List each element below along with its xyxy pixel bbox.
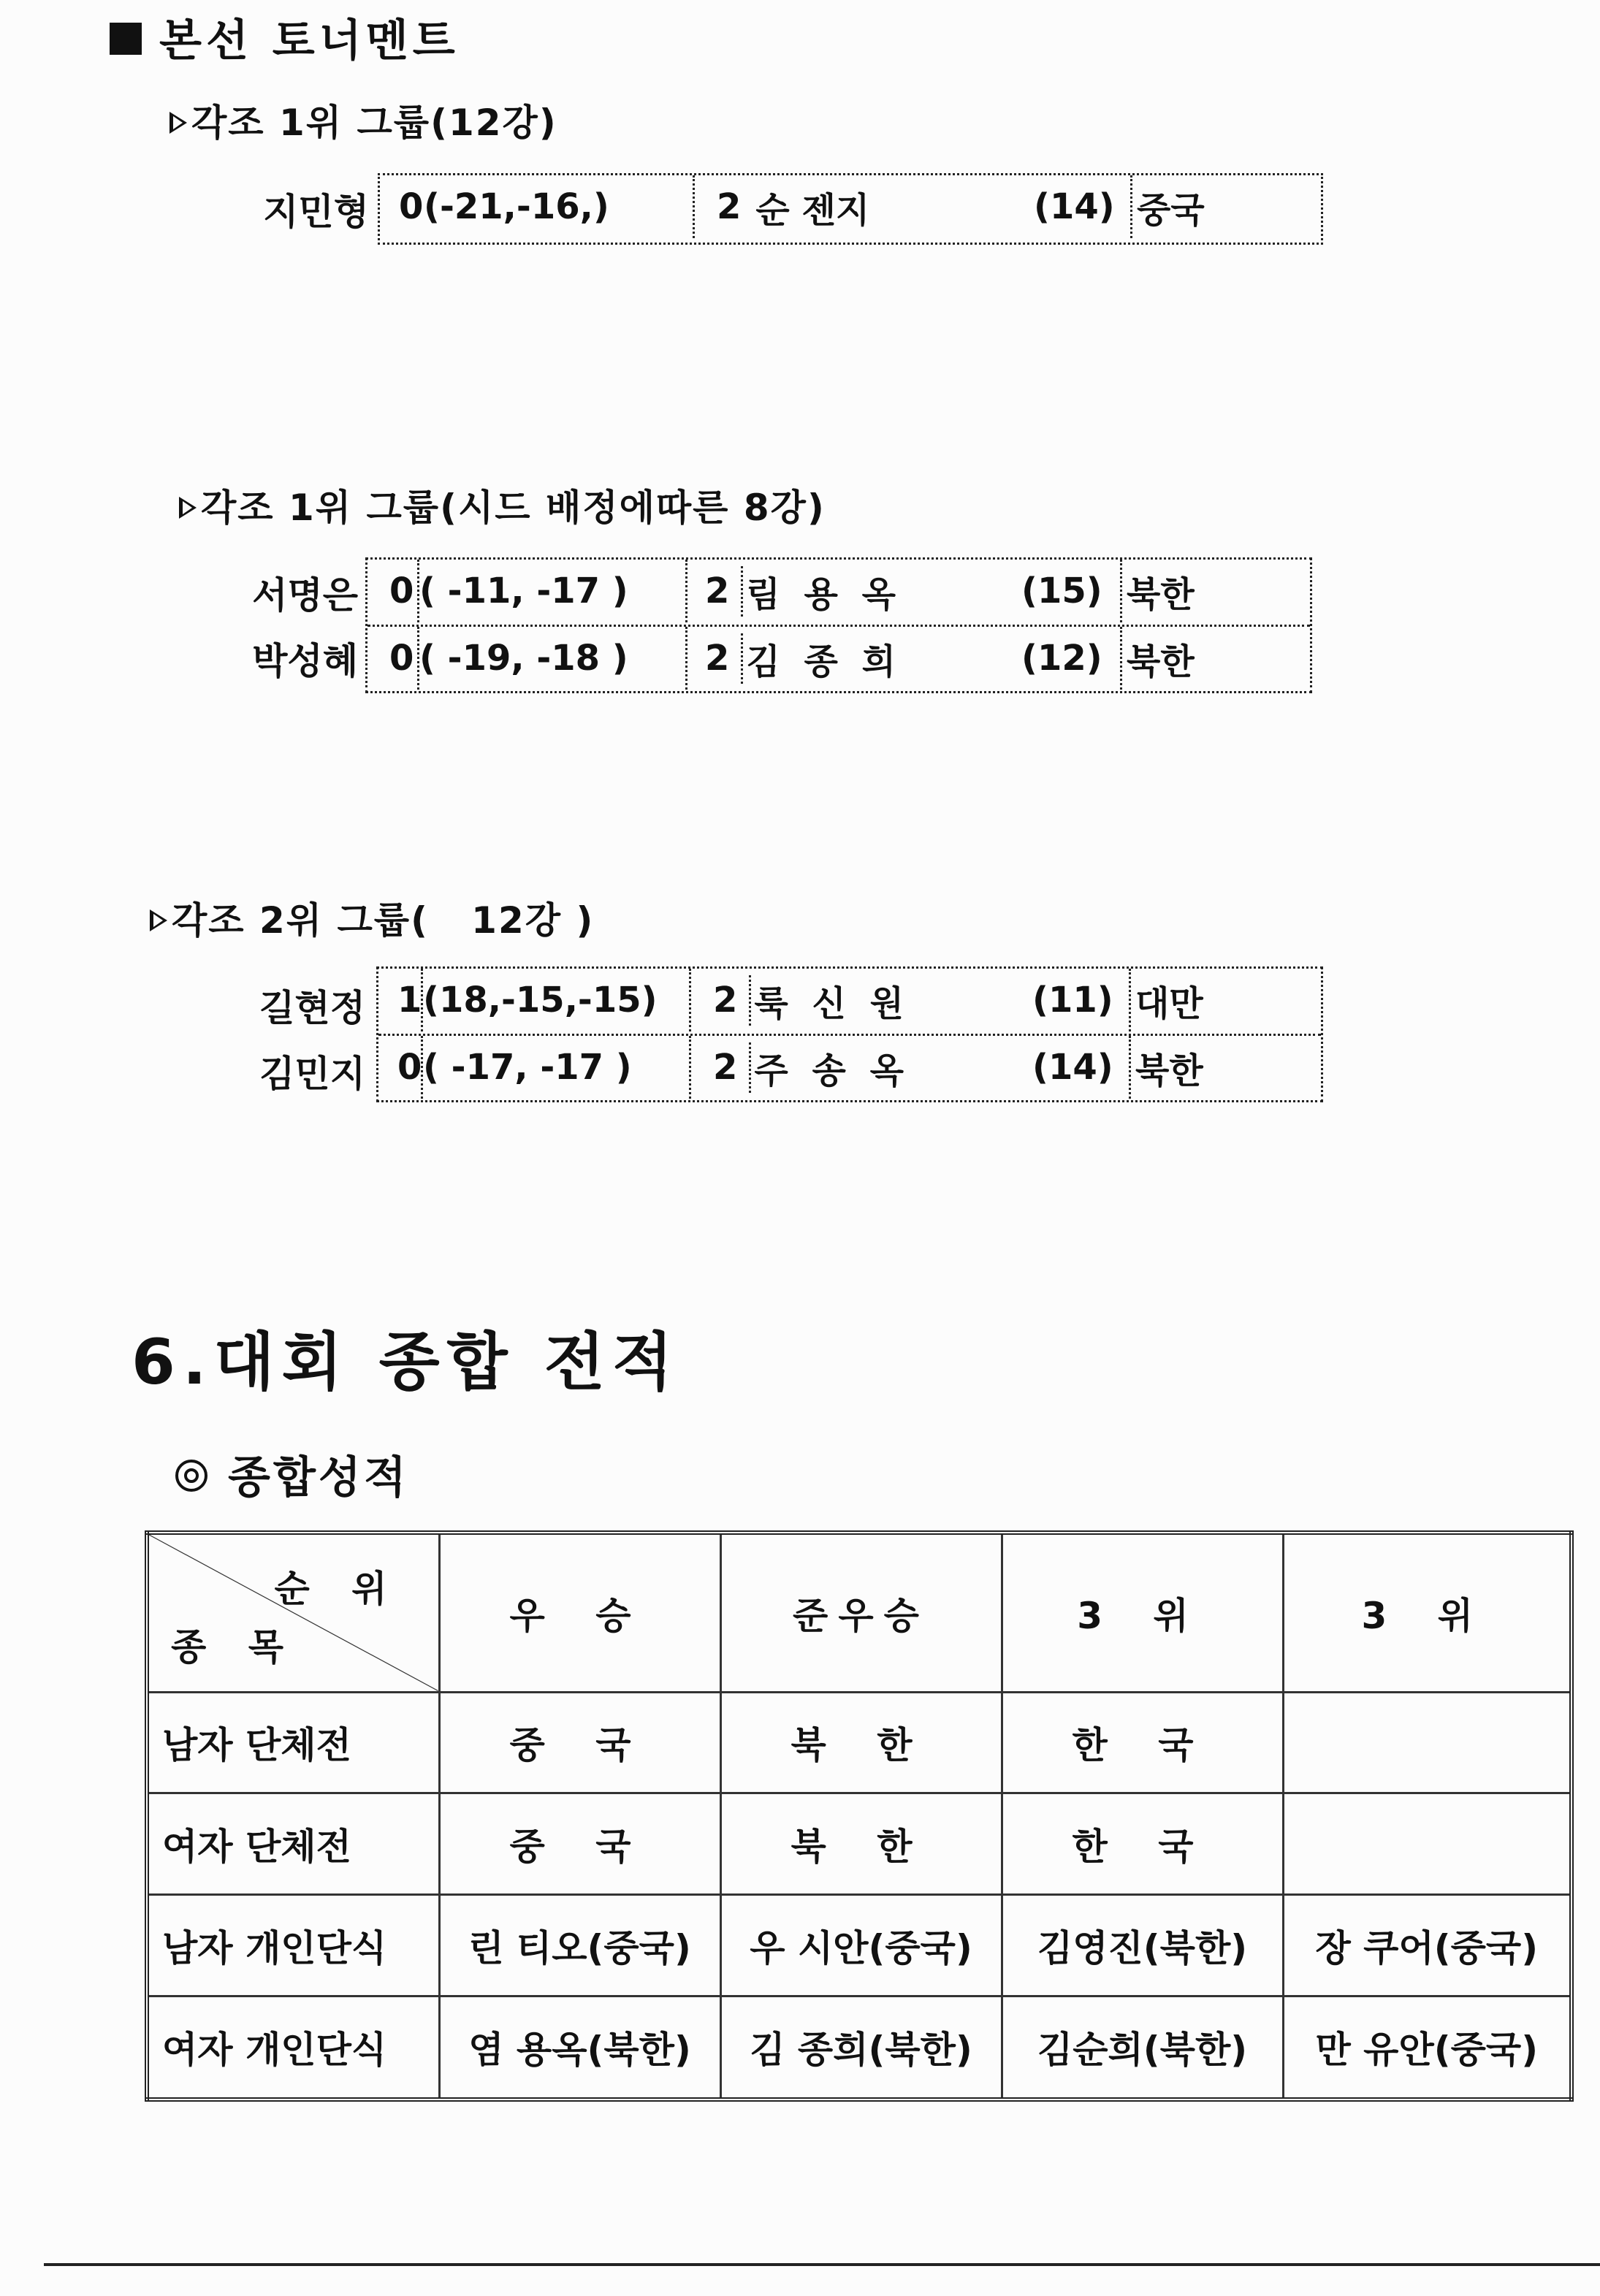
header-third-alt: 3 위 xyxy=(1283,1533,1572,1692)
results-row xyxy=(147,1793,1572,1895)
player-score: 0 xyxy=(399,186,424,227)
corner-event-label: 종 목 xyxy=(171,1625,299,1668)
corner-rank-label: 순 위 xyxy=(274,1568,402,1610)
match-row xyxy=(380,175,1321,238)
result-cell: 북 한 xyxy=(720,1793,1002,1895)
set-scores: ( -19, -18 ) xyxy=(417,627,680,690)
event-label: 남자 개인단식 xyxy=(147,1895,439,1996)
double-circle-icon xyxy=(175,1460,207,1492)
opponent-rank: (15) xyxy=(1021,571,1102,611)
opponent-country: 북한 xyxy=(1129,1036,1319,1099)
match-table-group3 xyxy=(376,966,1323,1102)
heading-text: 본선 토너멘트 xyxy=(159,15,460,66)
opponent-name: 김 종 희 xyxy=(741,633,902,684)
group1-title-text: 각조 1위 그룹(12강) xyxy=(191,102,557,144)
match-row xyxy=(367,560,1310,622)
section-title: 6.대회 종합 전적 xyxy=(132,1326,680,1399)
triangle-bullet-icon xyxy=(179,497,197,519)
opponent-name: 룩 신 원 xyxy=(749,975,910,1026)
opponent-name: 순 젠지 xyxy=(755,189,870,231)
player-score: 0 xyxy=(397,1047,422,1088)
opponent-country: 북한 xyxy=(1120,627,1308,690)
result-cell xyxy=(1283,1793,1572,1895)
opponent-rank: (12) xyxy=(1021,638,1102,679)
opponent-score: 2 xyxy=(705,571,730,611)
result-cell: 김영진(북한) xyxy=(1002,1895,1283,1996)
event-label: 여자 단체전 xyxy=(147,1793,439,1895)
result-cell: 우 시안(중국) xyxy=(720,1895,1002,1996)
square-bullet-icon xyxy=(110,23,142,55)
set-scores: (18,-15,-15) xyxy=(421,969,698,1031)
result-cell: 김순희(북한) xyxy=(1002,1996,1283,2099)
group3-title xyxy=(150,891,594,944)
corner-cell xyxy=(147,1533,439,1692)
player-score: 0 xyxy=(389,571,414,611)
player-name: 김민지 xyxy=(259,1053,365,1095)
triangle-bullet-icon xyxy=(169,112,187,134)
result-cell: 중 국 xyxy=(439,1692,720,1793)
group2-title xyxy=(179,478,826,531)
set-scores: ( -11, -17 ) xyxy=(417,560,680,622)
results-row xyxy=(147,1895,1572,1996)
header-first: 우 승 xyxy=(439,1533,720,1692)
player-score: 1 xyxy=(397,980,422,1021)
result-cell: 한 국 xyxy=(1002,1793,1283,1895)
match-row xyxy=(367,625,1310,690)
match-table-group2 xyxy=(365,557,1312,693)
group2-title-text: 각조 1위 그룹(시드 배정에따른 8강) xyxy=(201,487,826,529)
opponent-rank: (11) xyxy=(1032,980,1113,1021)
summary-title xyxy=(175,1443,409,1506)
opponent-country: 북한 xyxy=(1120,560,1308,622)
player-name: 서명은 xyxy=(252,574,358,617)
results-header-row xyxy=(147,1533,1572,1692)
opponent-score: 2 xyxy=(705,638,730,679)
summary-title-text: 종합성적 xyxy=(228,1452,409,1503)
result-cell: 장 쿠어(중국) xyxy=(1283,1895,1572,1996)
opponent-rank: (14) xyxy=(1034,186,1115,227)
opponent-score: 2 xyxy=(713,1047,738,1088)
player-name: 박성혜 xyxy=(252,640,358,682)
group1-title xyxy=(169,94,557,146)
opponent-score: 2 xyxy=(713,980,738,1021)
header-second: 준우승 xyxy=(720,1533,1002,1692)
player-name: 지민형 xyxy=(263,191,369,233)
results-table xyxy=(145,1530,1574,2102)
player-name: 길현정 xyxy=(259,987,365,1029)
results-row xyxy=(147,1692,1572,1793)
results-row xyxy=(147,1996,1572,2099)
result-cell: 한 국 xyxy=(1002,1692,1283,1793)
result-cell: 린 티오(중국) xyxy=(439,1895,720,1996)
event-label: 여자 개인단식 xyxy=(147,1996,439,2099)
page-bottom-rule xyxy=(44,2263,1600,2266)
match-row xyxy=(378,1034,1321,1099)
set-scores: (-21,-16,) xyxy=(424,186,609,227)
result-cell: 만 유안(중국) xyxy=(1283,1996,1572,2099)
section-heading xyxy=(110,6,460,69)
triangle-bullet-icon xyxy=(150,909,167,931)
result-cell: 북 한 xyxy=(720,1692,1002,1793)
result-cell: 김 종희(북한) xyxy=(720,1996,1002,2099)
opponent-country: 중국 xyxy=(1130,175,1319,238)
opponent-rank: (14) xyxy=(1032,1047,1113,1088)
opponent-country: 대만 xyxy=(1129,969,1319,1031)
result-cell: 중 국 xyxy=(439,1793,720,1895)
group3-title-text: 각조 2위 그룹( 12강 ) xyxy=(172,899,595,942)
opponent-name: 림 용 옥 xyxy=(741,566,902,617)
event-label: 남자 단체전 xyxy=(147,1692,439,1793)
set-scores: ( -17, -17 ) xyxy=(421,1036,698,1099)
match-table-group1 xyxy=(378,173,1323,245)
player-score: 0 xyxy=(389,638,414,679)
opponent-name: 주 송 옥 xyxy=(749,1042,910,1093)
opponent-score: 2 xyxy=(717,186,742,227)
result-cell: 염 용옥(북한) xyxy=(439,1996,720,2099)
result-cell xyxy=(1283,1692,1572,1793)
header-third: 3 위 xyxy=(1002,1533,1283,1692)
match-row xyxy=(378,969,1321,1031)
